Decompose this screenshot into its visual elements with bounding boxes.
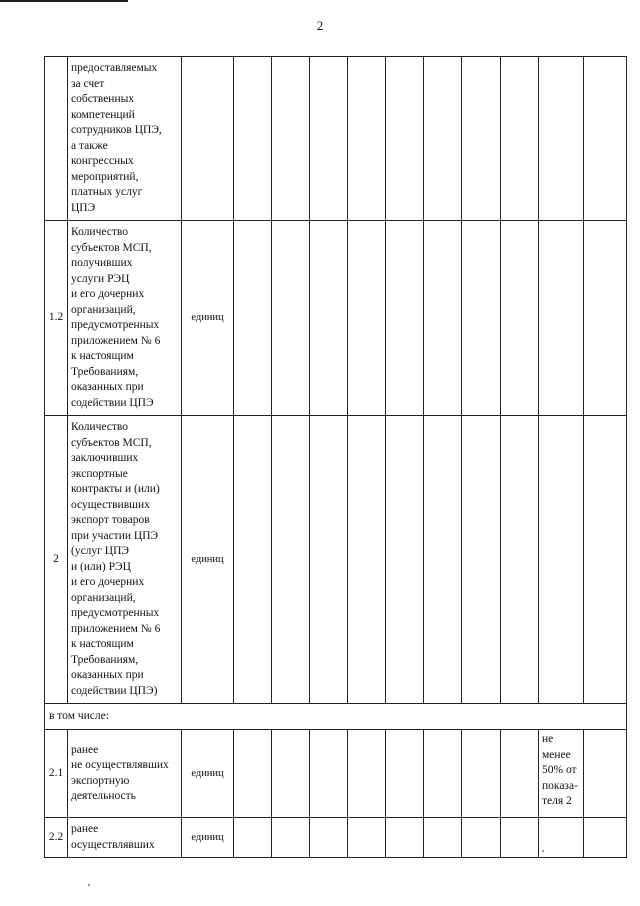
empty-cell — [386, 221, 424, 416]
empty-cell — [539, 57, 584, 221]
unit-cell: единиц — [182, 221, 234, 416]
scan-speck — [88, 884, 90, 886]
empty-cell — [310, 57, 348, 221]
indicator-text: ранее не осуществлявших экспортную деятельность — [68, 730, 182, 818]
empty-cell — [501, 416, 539, 704]
row-number — [45, 57, 68, 221]
row-number: 2.2 — [45, 818, 68, 858]
indicator-text: Количество субъектов МСП, заключивших экспортные контракты и (или) осуществивших экспорт товаров при участии ЦПЭ (услуг ЦПЭ и (или) РЭЦ и его дочерних организаций, предусмотренных приложением № 6 к настоящим Требованиям, оказанных при содействии ЦПЭ) — [68, 416, 182, 704]
empty-cell — [501, 730, 539, 818]
empty-cell — [234, 416, 272, 704]
indicator-text: предоставляемых за счет собственных компетенций сотрудников ЦПЭ, а также конгрессных мероприятий, платных услуг ЦПЭ — [68, 57, 182, 221]
empty-cell — [386, 730, 424, 818]
empty-cell — [584, 416, 627, 704]
empty-cell — [386, 818, 424, 858]
empty-cell — [424, 57, 462, 221]
empty-cell — [424, 221, 462, 416]
table-row — [45, 221, 627, 416]
unit-cell: единиц — [182, 416, 234, 704]
empty-cell — [501, 221, 539, 416]
row-number: 2.1 — [45, 730, 68, 818]
empty-cell — [272, 818, 310, 858]
empty-cell — [234, 818, 272, 858]
empty-cell — [462, 221, 501, 416]
empty-cell — [348, 221, 386, 416]
empty-cell — [234, 730, 272, 818]
empty-cell — [310, 818, 348, 858]
empty-cell — [310, 221, 348, 416]
page-number: 2 — [316, 18, 324, 33]
empty-cell — [539, 416, 584, 704]
unit-cell: единиц — [182, 730, 234, 818]
table-row — [45, 57, 627, 221]
empty-cell — [584, 221, 627, 416]
empty-cell — [348, 818, 386, 858]
empty-cell — [501, 57, 539, 221]
empty-cell — [234, 221, 272, 416]
empty-cell — [424, 730, 462, 818]
empty-cell — [539, 818, 584, 858]
empty-cell — [539, 221, 584, 416]
table-row — [45, 416, 627, 704]
empty-cell — [348, 57, 386, 221]
empty-cell — [462, 416, 501, 704]
empty-cell — [272, 221, 310, 416]
indicator-text: Количество субъектов МСП, получивших услуги РЭЦ и его дочерних организаций, предусмотренных приложением № 6 к настоящим Требованиям, оказанных при содействии ЦПЭ — [68, 221, 182, 416]
indicators-table — [44, 56, 627, 858]
empty-cell — [272, 730, 310, 818]
section-label: в том числе: — [45, 704, 627, 730]
top-rule — [0, 0, 128, 2]
empty-cell — [584, 818, 627, 858]
empty-cell — [348, 416, 386, 704]
scan-speck — [542, 850, 544, 852]
empty-cell — [584, 730, 627, 818]
empty-cell — [272, 416, 310, 704]
row-number: 1.2 — [45, 221, 68, 416]
empty-cell — [348, 730, 386, 818]
empty-cell — [462, 730, 501, 818]
table-row — [45, 704, 627, 730]
table-row — [45, 818, 627, 858]
empty-cell — [234, 57, 272, 221]
empty-cell — [310, 730, 348, 818]
empty-cell — [386, 57, 424, 221]
row-number: 2 — [45, 416, 68, 704]
empty-cell — [310, 416, 348, 704]
empty-cell — [424, 818, 462, 858]
unit-cell — [182, 57, 234, 221]
empty-cell — [424, 416, 462, 704]
unit-cell: единиц — [182, 818, 234, 858]
empty-cell — [501, 818, 539, 858]
empty-cell — [584, 57, 627, 221]
indicator-text: ранее осуществлявших — [68, 818, 182, 858]
target-note: не менее 50% от показа- теля 2 — [539, 730, 584, 818]
empty-cell — [462, 818, 501, 858]
empty-cell — [462, 57, 501, 221]
empty-cell — [272, 57, 310, 221]
empty-cell — [386, 416, 424, 704]
table-row — [45, 730, 627, 818]
